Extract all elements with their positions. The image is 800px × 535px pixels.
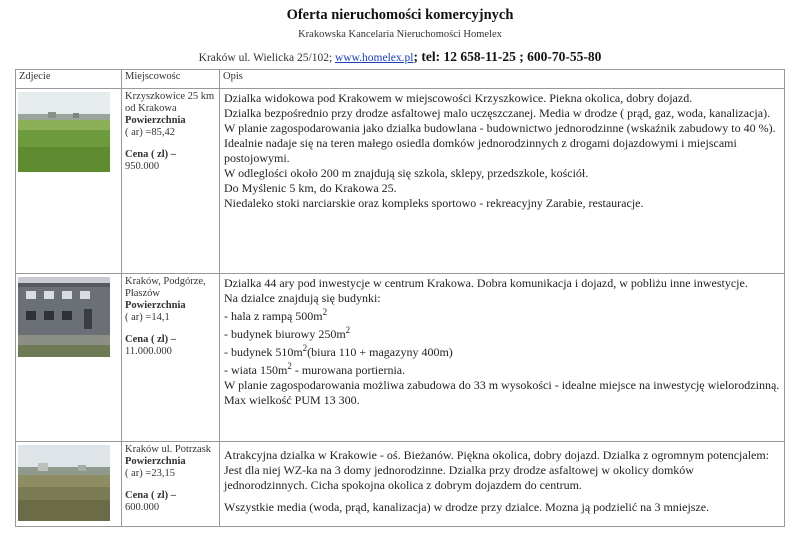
header-description: Opis [220, 70, 785, 89]
description-cell [220, 274, 785, 442]
table-row [16, 274, 785, 442]
property-photo [18, 277, 110, 357]
price-label: Cena ( zl) – [125, 149, 177, 160]
area-value: ( ar) =14,1 [125, 312, 170, 323]
website-link[interactable]: www.homelex.pl [335, 52, 414, 64]
table-header-row [16, 70, 785, 89]
description-line: Dzialka widokowa pod Krakowem w miejscowości Krzyszkowice. Piekna okolica, dobry dojazd. [224, 91, 693, 105]
area-label: Powierzchnia [125, 115, 186, 126]
description-paragraph: Wszystkie media (woda, prąd, kanalizacja) w drodze przy dzialce. Mozna ją podzielić na 3 mniejsze. [224, 500, 710, 514]
photo-cell [16, 89, 122, 274]
price-value: 11.000.000 [125, 346, 172, 357]
description-line: Niedaleko stoki narciarskie oraz kompleks sportowo - rekreacyjny Zarabie, restauracje. [224, 196, 644, 210]
building-item: - hala z rampą $500m^2$ [224, 307, 328, 323]
description-line: W planie zagospodarowania jako dzialka budowlana - budownictwo jednorodzinne (wskaźnik zabudowy to 40 %). [224, 121, 776, 135]
price-value: 600.000 [125, 502, 160, 513]
description-line: Do Myślenic 5 km, do Krakowa 25. [224, 181, 397, 195]
price-label: Cena ( zl) – [125, 490, 177, 501]
area-value: ( ar) =85,42 [125, 127, 175, 138]
price-label: Cena ( zl) – [125, 334, 177, 345]
location-cell [122, 274, 220, 442]
location-text: Kraków ul. Potrzask [125, 444, 212, 455]
description-line: Dzialka bezpośrednio przy drodze asfaltowej malo uczęszczanej. Media w drodze ( prąd, gaz, woda, kanalizacja). [224, 106, 771, 120]
description-paragraph: Atrakcyjna dzialka w Krakowie - oś. Bieżanów. Piękna okolica, dobry dojazd. Dzialka z ogromnym potencjalem: Jest dla niej WZ-ka na 3 domy jednorodzinne. Dzialka przy drodze asfaltowej w okolicy domków jednorodzinnych. Cicha spokojna okolica z dobrym dojazdem do centrum. [224, 448, 770, 492]
agency-name: Krakowska Kancelaria Nieruchomości Homelex [298, 29, 502, 40]
location-cell [122, 89, 220, 274]
description-line: W odleglości około 200 m znajdują się szkola, sklepy, przedszkole, kościół. [224, 166, 589, 180]
description-intro: Dzialka 44 ary pod inwestycje w centrum Krakowa. Dobra komunikacja i dojazd, w pobliżu inne inwestycje. [224, 276, 748, 290]
location-cell [122, 442, 220, 527]
agency-address: Kraków ul. Wielicka 25/102; [198, 52, 333, 64]
description-outro: W planie zagospodarowania możliwa zabudowa do 33 m wysokości - idealne miejsce na inwestycję wielorodzinną. Max wielkość PUM 13 300. [224, 378, 780, 407]
listings-table [15, 69, 785, 527]
area-label: Powierzchnia [125, 456, 186, 467]
property-photo [18, 445, 110, 521]
header-photo: Zdjecie [16, 70, 122, 89]
building-item: - wiata $150m^2$ - murowana portiernia. [224, 361, 406, 377]
area-label: Powierzchnia [125, 300, 186, 311]
table-row [16, 89, 785, 274]
location-text: Kraków, Podgórze, Płaszów [125, 276, 206, 299]
property-photo [18, 92, 110, 172]
contact-line [0, 49, 800, 65]
photo-cell [16, 442, 122, 527]
price-value: 950.000 [125, 161, 160, 172]
phone-numbers: ; tel: 12 658-11-25 ; 600-70-55-80 [413, 49, 602, 64]
building-item: - budynek $510m^2(biura$ 110 + magazyny 400m) [224, 343, 453, 359]
table-row [16, 442, 785, 527]
photo-cell [16, 274, 122, 442]
buildings-label: Na dzialce znajdują się budynki: [224, 291, 381, 305]
page-title: Oferta nieruchomości komercyjnych [286, 7, 514, 23]
location-text: Krzyszkowice 25 km od Krakowa [125, 91, 215, 114]
description-cell [220, 89, 785, 274]
building-item: - budynek biurowy $250m^2$ [224, 325, 351, 341]
header-location: Miejscowośc [122, 70, 220, 89]
description-line: Idealnie nadaje się na teren małego osiedla domków jednorodzinnych z drogami dojazdowymi i miejscami postojowymi. [224, 136, 737, 165]
description-cell [220, 442, 785, 527]
area-value: ( ar) =23,15 [125, 468, 175, 479]
